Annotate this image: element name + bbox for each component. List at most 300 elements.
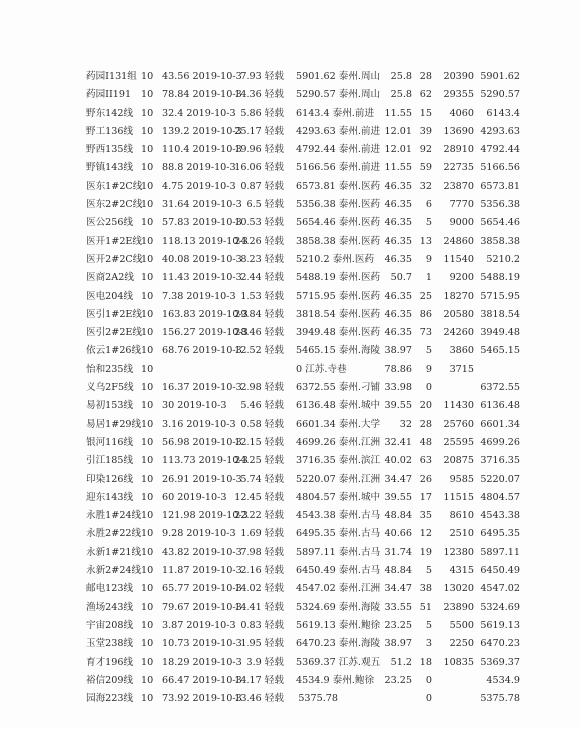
- table-row: [86, 599, 520, 617]
- count-cell: 48: [419, 436, 432, 448]
- value-cell: 6601.34: [480, 418, 520, 430]
- capacity-location-cell: 4534.9 泰州.鲍徐: [296, 674, 375, 686]
- table-row: [86, 562, 520, 580]
- capacity-location-cell: 5715.95 泰州.医药: [296, 290, 381, 302]
- voltage-cell: 10: [141, 565, 154, 577]
- line-name-cell: 易居1#29线: [86, 418, 142, 430]
- voltage-cell: 10: [141, 619, 154, 631]
- table-row: [86, 452, 520, 470]
- load-status-cell: 1.95 轻载: [240, 638, 284, 650]
- capacity-location-cell: 5290.57 泰州.周山: [296, 89, 381, 101]
- table-row: [86, 507, 520, 525]
- load-date-cell: 60 2019-10-3: [162, 491, 227, 503]
- capacity-location-cell: 4547.02 泰州.江洲: [296, 583, 381, 595]
- load-date-cell: 139.2 2019-10-3: [162, 125, 242, 137]
- count-cell: 86: [419, 308, 432, 320]
- table-row: [86, 489, 520, 507]
- capacity-cell: 20875: [443, 455, 474, 467]
- load-status-cell: 1.53 轻载: [240, 290, 284, 302]
- table-row: [86, 269, 520, 287]
- voltage-cell: 10: [141, 327, 154, 339]
- capacity-location-cell: 5210.2 泰州.医药: [296, 253, 375, 265]
- count-cell: 5: [425, 345, 432, 357]
- load-date-cell: 73.92 2019-10-3: [162, 693, 242, 705]
- length-cell: 39.55: [384, 400, 412, 412]
- capacity-cell: 9000: [449, 217, 474, 229]
- load-date-cell: 30 2019-10-3: [162, 400, 227, 412]
- table-row: [86, 306, 520, 324]
- load-status-cell: 5.46 轻载: [240, 400, 284, 412]
- capacity-location-cell: 3949.48 泰州.医药: [296, 327, 381, 339]
- count-cell: 0: [425, 693, 432, 705]
- capacity-cell: 20390: [443, 71, 474, 82]
- load-status-cell: 24.25 轻载: [234, 455, 284, 467]
- line-name-cell: 医电204线: [86, 290, 134, 302]
- length-cell: 34.47: [384, 583, 412, 595]
- length-cell: 46.35: [384, 180, 412, 192]
- value-cell: 4792.44: [480, 144, 520, 156]
- capacity-location-cell: 5220.07 泰州.江洲: [296, 473, 381, 485]
- load-date-cell: 40.08 2019-10-3: [162, 253, 242, 265]
- table-row: [86, 214, 520, 232]
- line-name-cell: 育才196线: [86, 656, 134, 668]
- capacity-cell: 12380: [443, 546, 474, 558]
- table-row: [86, 196, 520, 214]
- length-cell: 11.55: [384, 107, 412, 119]
- capacity-location-cell: 5166.56 泰州.前进: [296, 162, 381, 174]
- value-cell: 3949.48: [480, 327, 520, 339]
- line-name-cell: 医引1#2E线: [86, 308, 143, 320]
- line-name-cell: 永胜1#24线: [86, 510, 142, 522]
- voltage-cell: 10: [141, 638, 154, 650]
- load-status-cell: 14.36 轻载: [234, 89, 284, 101]
- length-cell: 12.01: [384, 144, 412, 156]
- voltage-cell: 10: [141, 436, 154, 448]
- length-cell: 46.35: [384, 308, 412, 320]
- count-cell: 17: [419, 491, 432, 503]
- count-cell: 1: [425, 272, 432, 284]
- voltage-cell: 10: [141, 199, 154, 211]
- capacity-cell: 2250: [449, 638, 474, 650]
- length-cell: 78.86: [384, 363, 412, 375]
- length-cell: 25.8: [390, 71, 412, 82]
- value-cell: 3716.35: [480, 455, 520, 467]
- line-name-cell: 依云1#26线: [86, 345, 142, 357]
- capacity-location-cell: 5901.62 泰州.周山: [296, 71, 381, 82]
- capacity-cell: 13690: [443, 125, 474, 137]
- load-status-cell: 0.83 轻载: [240, 619, 284, 631]
- load-status-cell: 7.93 轻载: [240, 71, 284, 82]
- table-row: [86, 342, 520, 360]
- load-status-cell: 25.17 轻载: [234, 125, 284, 137]
- count-cell: 28: [419, 71, 432, 82]
- length-cell: 23.25: [384, 619, 412, 631]
- value-cell: 5654.46: [480, 217, 520, 229]
- load-date-cell: 4.75 2019-10-3: [162, 180, 236, 192]
- value-cell: 5488.19: [480, 272, 520, 284]
- load-date-cell: 78.84 2019-10-3: [162, 89, 242, 101]
- voltage-cell: 10: [141, 455, 154, 467]
- load-status-cell: 5.74 轻载: [240, 473, 284, 485]
- table-row: [86, 86, 520, 104]
- load-date-cell: 163.83 2019-10-3: [162, 308, 248, 320]
- count-cell: 35: [419, 510, 432, 522]
- value-cell: 3818.54: [480, 308, 520, 320]
- load-date-cell: 3.16 2019-10-3: [162, 418, 236, 430]
- voltage-cell: 10: [141, 144, 154, 156]
- count-cell: 26: [419, 473, 432, 485]
- value-cell: 6372.55: [480, 382, 520, 394]
- voltage-cell: 10: [141, 89, 154, 101]
- table-row: [86, 617, 520, 635]
- capacity-cell: 25595: [443, 436, 474, 448]
- capacity-cell: 4060: [449, 107, 474, 119]
- voltage-cell: 10: [141, 546, 154, 558]
- voltage-cell: 10: [141, 601, 154, 613]
- load-status-cell: 2.98 轻载: [240, 382, 284, 394]
- load-date-cell: 9.28 2019-10-3: [162, 528, 236, 540]
- load-date-cell: 56.98 2019-10-3: [162, 436, 242, 448]
- line-name-cell: 医公256线: [86, 217, 134, 229]
- line-name-cell: 野镇143线: [86, 162, 134, 174]
- table-row: [86, 361, 498, 379]
- count-cell: 92: [419, 144, 432, 156]
- length-cell: 46.35: [384, 253, 412, 265]
- line-name-cell: 医商2A2线: [86, 272, 134, 284]
- capacity-cell: 5500: [449, 619, 474, 631]
- capacity-location-cell: 5488.19 泰州.医药: [296, 272, 381, 284]
- length-cell: 40.02: [384, 455, 412, 467]
- line-name-cell: 医东1#2C线: [86, 180, 143, 192]
- capacity-cell: 25760: [443, 418, 474, 430]
- table-row: [86, 672, 520, 690]
- line-name-cell: 永新2#24线: [86, 565, 142, 577]
- count-cell: 73: [419, 327, 432, 339]
- load-status-cell: 29.84 轻载: [234, 308, 284, 320]
- count-cell: 0: [425, 382, 432, 394]
- capacity-cell: 7770: [449, 199, 474, 211]
- value-cell: 6143.4: [486, 107, 520, 119]
- table-row: [86, 233, 520, 251]
- line-name-cell: 玉堂238线: [86, 638, 134, 650]
- table-row: [86, 324, 520, 342]
- count-cell: 62: [419, 89, 432, 101]
- load-date-cell: 110.4 2019-10-3: [162, 144, 242, 156]
- line-name-cell: 医引2#2E线: [86, 327, 143, 339]
- load-date-cell: 156.27 2019-10-3: [162, 327, 248, 339]
- value-cell: 5715.95: [480, 290, 520, 302]
- voltage-cell: 10: [141, 272, 154, 284]
- capacity-location-cell: 5324.69 泰州.海陵: [296, 601, 381, 613]
- capacity-location-cell: 5375.78: [298, 693, 338, 705]
- voltage-cell: 10: [141, 491, 154, 503]
- value-cell: 6495.35: [480, 528, 520, 540]
- capacity-location-cell: 4804.57 泰州.城中: [296, 491, 381, 503]
- value-cell: 6470.23: [480, 638, 520, 650]
- value-cell: 5290.57: [480, 89, 520, 101]
- load-date-cell: 11.43 2019-10-3: [162, 272, 242, 284]
- length-cell: 46.35: [384, 199, 412, 211]
- capacity-location-cell: 6601.34 泰州.大学: [296, 418, 381, 430]
- capacity-cell: 24860: [443, 235, 474, 247]
- line-name-cell: 野东142线: [86, 107, 134, 119]
- table-row: [86, 251, 520, 269]
- value-cell: 5619.13: [480, 619, 520, 631]
- voltage-cell: 10: [141, 656, 154, 668]
- value-cell: 4293.63: [480, 125, 520, 137]
- length-cell: 48.84: [384, 510, 412, 522]
- load-status-cell: 8.23 轻载: [240, 253, 284, 265]
- load-status-cell: 14.17 轻载: [234, 674, 284, 686]
- load-status-cell: 12.15 轻载: [234, 436, 284, 448]
- voltage-cell: 10: [141, 162, 154, 174]
- length-cell: 51.2: [390, 656, 412, 668]
- load-status-cell: 19.96 轻载: [234, 144, 284, 156]
- value-cell: 6450.49: [480, 565, 520, 577]
- voltage-cell: 10: [141, 180, 154, 192]
- voltage-cell: 10: [141, 400, 154, 412]
- count-cell: 9: [425, 253, 432, 265]
- line-name-cell: 园海223线: [86, 693, 134, 705]
- voltage-cell: 10: [141, 71, 154, 82]
- capacity-cell: 3860: [449, 345, 474, 357]
- line-name-cell: 裕信209线: [86, 674, 134, 686]
- count-cell: 59: [419, 162, 432, 174]
- voltage-cell: 10: [141, 382, 154, 394]
- load-date-cell: 43.82 2019-10-3: [162, 546, 242, 558]
- capacity-location-cell: 3716.35 泰州.滨江: [296, 455, 381, 467]
- voltage-cell: 10: [141, 345, 154, 357]
- length-cell: 32: [399, 418, 412, 430]
- table-row: [86, 288, 520, 306]
- length-cell: 34.47: [384, 473, 412, 485]
- load-status-cell: 6.5 轻载: [246, 199, 284, 211]
- count-cell: 28: [419, 418, 432, 430]
- value-cell: 5897.11: [480, 546, 520, 558]
- load-date-cell: 57.83 2019-10-3: [162, 217, 242, 229]
- capacity-location-cell: 6143.4 泰州.前进: [296, 107, 375, 119]
- capacity-location-cell: 6573.81 泰州.医药: [296, 180, 381, 192]
- count-cell: 15: [419, 107, 432, 119]
- load-status-cell: 0.87 轻载: [240, 180, 284, 192]
- table-row: [86, 178, 520, 196]
- capacity-location-cell: 6372.55 泰州.刁铺: [296, 382, 381, 394]
- capacity-cell: 13020: [443, 583, 474, 595]
- length-cell: 46.35: [384, 327, 412, 339]
- count-cell: 3: [425, 638, 432, 650]
- load-status-cell: 2.44 轻载: [240, 272, 284, 284]
- value-cell: 5375.78: [480, 693, 520, 705]
- capacity-location-cell: 6136.48 泰州.城中: [296, 400, 381, 412]
- table-row: [86, 635, 520, 653]
- capacity-cell: 23870: [443, 180, 474, 192]
- table-row: [86, 525, 520, 543]
- count-cell: 32: [419, 180, 432, 192]
- load-status-cell: 14.41 轻载: [234, 601, 284, 613]
- length-cell: 40.66: [384, 528, 412, 540]
- capacity-cell: 28910: [443, 144, 474, 156]
- length-cell: 11.55: [384, 162, 412, 174]
- load-date-cell: 118.13 2019-10-3: [162, 235, 248, 247]
- capacity-cell: 9200: [449, 272, 474, 284]
- table-row: [86, 544, 520, 562]
- line-name-cell: 永胜2#22线: [86, 528, 142, 540]
- capacity-location-cell: 5356.38 泰州.医药: [296, 199, 381, 211]
- load-date-cell: 31.64 2019-10-3: [162, 199, 242, 211]
- table-row: [86, 690, 520, 708]
- value-cell: 5166.56: [480, 162, 520, 174]
- load-status-cell: 7.98 轻载: [240, 546, 284, 558]
- voltage-cell: 10: [141, 363, 154, 375]
- voltage-cell: 10: [141, 693, 154, 705]
- table-row: [86, 416, 520, 434]
- load-date-cell: 68.76 2019-10-3: [162, 345, 242, 357]
- value-cell: 5324.69: [480, 601, 520, 613]
- capacity-cell: 11540: [443, 253, 474, 265]
- load-date-cell: 11.87 2019-10-3: [162, 565, 242, 577]
- value-cell: 4534.9: [486, 674, 520, 686]
- count-cell: 19: [419, 546, 432, 558]
- load-date-cell: 88.8 2019-10-3: [162, 162, 236, 174]
- table-row: [86, 434, 520, 452]
- line-name-cell: 野工136线: [86, 125, 134, 137]
- load-status-cell: 5.86 轻载: [240, 107, 284, 119]
- capacity-cell: 10835: [443, 656, 474, 668]
- length-cell: 46.35: [384, 290, 412, 302]
- voltage-cell: 10: [141, 674, 154, 686]
- capacity-location-cell: 6470.23 泰州.海陵: [296, 638, 381, 650]
- load-status-cell: 12.52 轻载: [234, 345, 284, 357]
- load-date-cell: 66.47 2019-10-3: [162, 674, 242, 686]
- capacity-location-cell: 5619.13 泰州.鲍徐: [296, 619, 381, 631]
- load-date-cell: 121.98 2019-10-3: [162, 510, 248, 522]
- line-name-cell: 药园II191: [86, 89, 132, 101]
- count-cell: 25: [419, 290, 432, 302]
- load-status-cell: 14.02 轻载: [234, 583, 284, 595]
- capacity-cell: 8610: [449, 510, 474, 522]
- table-row: [86, 105, 520, 123]
- line-name-cell: 宇宙208线: [86, 619, 134, 631]
- load-status-cell: 13.46 轻载: [234, 693, 284, 705]
- capacity-location-cell: 4543.38 泰州.古马: [296, 510, 381, 522]
- load-status-cell: 3.9 轻载: [246, 656, 284, 668]
- voltage-cell: 10: [141, 510, 154, 522]
- line-name-cell: 药园I131组: [86, 71, 137, 82]
- line-name-cell: 引江185线: [86, 455, 134, 467]
- value-cell: 5901.62: [480, 71, 520, 82]
- capacity-location-cell: 3858.38 泰州.医药: [296, 235, 381, 247]
- load-date-cell: 65.77 2019-10-3: [162, 583, 242, 595]
- capacity-cell: 23890: [443, 601, 474, 613]
- load-status-cell: 24.26 轻载: [234, 235, 284, 247]
- voltage-cell: 10: [141, 418, 154, 430]
- voltage-cell: 10: [141, 217, 154, 229]
- line-name-cell: 迎东143线: [86, 491, 134, 503]
- data-table: [86, 68, 520, 708]
- length-cell: 31.74: [384, 546, 412, 558]
- count-cell: 12: [419, 528, 432, 540]
- load-status-cell: 28.46 轻载: [234, 327, 284, 339]
- value-cell: 4547.02: [480, 583, 520, 595]
- capacity-cell: 4315: [449, 565, 474, 577]
- value-cell: 4804.57: [480, 491, 520, 503]
- capacity-cell: 11515: [443, 491, 474, 503]
- capacity-location-cell: 4699.26 泰州.江洲: [296, 436, 381, 448]
- table-row: [86, 123, 520, 141]
- value-cell: 6136.48: [480, 400, 520, 412]
- capacity-location-cell: 0 江苏.寺巷: [296, 363, 347, 375]
- line-name-cell: 义乌2F5线: [86, 382, 134, 394]
- line-name-cell: 野西135线: [86, 144, 134, 156]
- capacity-location-cell: 4293.63 泰州.前进: [296, 125, 381, 137]
- capacity-cell: 20580: [443, 308, 474, 320]
- length-cell: 48.84: [384, 565, 412, 577]
- value-cell: 5220.07: [480, 473, 520, 485]
- load-date-cell: 32.4 2019-10-3: [162, 107, 236, 119]
- voltage-cell: 10: [141, 473, 154, 485]
- capacity-location-cell: 5369.37 江苏.观五: [296, 656, 381, 668]
- table-row: [86, 379, 520, 397]
- load-status-cell: 16.06 轻载: [234, 162, 284, 174]
- count-cell: 13: [419, 235, 432, 247]
- capacity-cell: 29355: [443, 89, 474, 101]
- line-name-cell: 银河116线: [86, 436, 134, 448]
- load-date-cell: 3.87 2019-10-3: [162, 619, 236, 631]
- count-cell: 9: [425, 363, 432, 375]
- count-cell: 51: [419, 601, 432, 613]
- line-name-cell: 医东2#2C线: [86, 199, 143, 211]
- count-cell: 18: [419, 656, 432, 668]
- line-name-cell: 印染126线: [86, 473, 134, 485]
- load-date-cell: 79.67 2019-10-3: [162, 601, 242, 613]
- length-cell: 33.98: [384, 382, 412, 394]
- capacity-cell: 2510: [449, 528, 474, 540]
- capacity-cell: 9585: [449, 473, 474, 485]
- length-cell: 12.01: [384, 125, 412, 137]
- load-date-cell: 26.91 2019-10-3: [162, 473, 242, 485]
- capacity-cell: 18270: [443, 290, 474, 302]
- capacity-location-cell: 6450.49 泰州.古马: [296, 565, 381, 577]
- value-cell: 3858.38: [480, 235, 520, 247]
- count-cell: 6: [425, 199, 432, 211]
- line-name-cell: 邮电123线: [86, 583, 134, 595]
- capacity-cell: 24260: [443, 327, 474, 339]
- table-row: [86, 141, 520, 159]
- line-name-cell: 医开2#2C线: [86, 253, 143, 265]
- voltage-cell: 10: [141, 290, 154, 302]
- count-cell: 20: [419, 400, 432, 412]
- load-status-cell: 1.69 轻载: [240, 528, 284, 540]
- load-date-cell: 113.73 2019-10-3: [162, 455, 248, 467]
- voltage-cell: 10: [141, 583, 154, 595]
- value-cell: 5356.38: [480, 199, 520, 211]
- line-name-cell: 渔场243线: [86, 601, 134, 613]
- voltage-cell: 10: [141, 253, 154, 265]
- load-date-cell: 10.73 2019-10-3: [162, 638, 242, 650]
- capacity-location-cell: 5897.11 泰州.古马: [296, 546, 381, 558]
- load-status-cell: 12.45 轻载: [234, 491, 284, 503]
- table-row: [86, 397, 520, 415]
- table-row: [86, 654, 520, 672]
- table-row: [86, 580, 520, 598]
- table-row: [86, 159, 520, 177]
- voltage-cell: 10: [141, 308, 154, 320]
- table-row: [86, 471, 520, 489]
- length-cell: 46.35: [384, 235, 412, 247]
- length-cell: 38.97: [384, 638, 412, 650]
- table-row: [86, 68, 520, 86]
- load-date-cell: 7.38 2019-10-3: [162, 290, 236, 302]
